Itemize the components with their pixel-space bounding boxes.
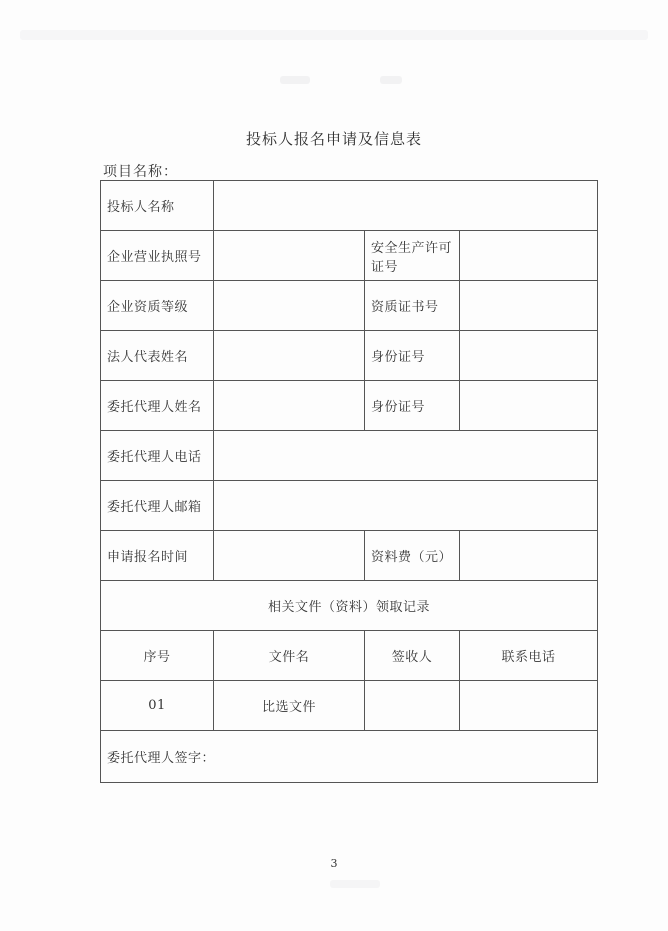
business-license-field[interactable] — [214, 231, 365, 281]
agent-email-field[interactable] — [214, 481, 598, 531]
qualification-grade-field[interactable] — [214, 281, 365, 331]
records-heading-row — [101, 581, 598, 631]
agent-email-label: 委托代理人邮箱 — [101, 481, 214, 531]
agent-phone-field[interactable] — [214, 431, 598, 481]
records-col-phone: 联系电话 — [460, 631, 598, 681]
record-file-name: 比选文件 — [214, 681, 365, 731]
legal-rep-name-label: 法人代表姓名 — [101, 331, 214, 381]
qualification-grade-label: 企业资质等级 — [101, 281, 214, 331]
fee-field[interactable] — [460, 531, 598, 581]
form-row-legal-rep — [101, 331, 598, 381]
records-col-index: 序号 — [101, 631, 214, 681]
scan-artifact — [380, 76, 402, 84]
document-title: 投标人报名申请及信息表 — [245, 130, 422, 148]
form-row-application — [101, 531, 598, 581]
records-col-receiver: 签收人 — [365, 631, 460, 681]
scan-artifact — [330, 880, 380, 888]
record-receiver-field[interactable] — [365, 681, 460, 731]
form-row-agent — [101, 381, 598, 431]
qualification-cert-field[interactable] — [460, 281, 598, 331]
agent-signature-label: 委托代理人签字： — [107, 751, 216, 766]
legal-rep-id-field[interactable] — [460, 331, 598, 381]
records-header-row — [101, 631, 598, 681]
qualification-cert-label: 资质证书号 — [365, 281, 460, 331]
fee-label: 资料费（元） — [365, 531, 460, 581]
form-row-agent-phone — [101, 431, 598, 481]
bidder-name-label: 投标人名称 — [101, 181, 214, 231]
legal-rep-id-label: 身份证号 — [365, 331, 460, 381]
table-row — [101, 681, 598, 731]
page-number: 3 — [330, 857, 338, 870]
form-row-bidder-name — [101, 181, 598, 231]
application-time-label: 申请报名时间 — [101, 531, 214, 581]
business-license-label: 企业营业执照号 — [101, 231, 214, 281]
legal-rep-name-field[interactable] — [214, 331, 365, 381]
application-time-field[interactable] — [214, 531, 365, 581]
project-name-label: 项目名称： — [103, 164, 178, 180]
agent-name-field[interactable] — [214, 381, 365, 431]
agent-id-label: 身份证号 — [365, 381, 460, 431]
agent-signature-field[interactable] — [101, 731, 598, 783]
signature-row — [101, 731, 598, 783]
form-row-qualification — [101, 281, 598, 331]
record-phone-field[interactable] — [460, 681, 598, 731]
scan-artifact — [280, 76, 310, 84]
registration-form-table — [100, 180, 598, 783]
records-col-file-name: 文件名 — [214, 631, 365, 681]
agent-phone-label: 委托代理人电话 — [101, 431, 214, 481]
form-row-agent-email — [101, 481, 598, 531]
agent-name-label: 委托代理人姓名 — [101, 381, 214, 431]
safety-permit-field[interactable] — [460, 231, 598, 281]
records-heading: 相关文件（资料）领取记录 — [101, 581, 598, 631]
agent-id-field[interactable] — [460, 381, 598, 431]
scan-artifact — [20, 30, 648, 40]
form-row-license — [101, 231, 598, 281]
bidder-name-field[interactable] — [214, 181, 598, 231]
safety-permit-label: 安全生产许可证号 — [365, 231, 460, 281]
record-index: 01 — [101, 681, 214, 731]
